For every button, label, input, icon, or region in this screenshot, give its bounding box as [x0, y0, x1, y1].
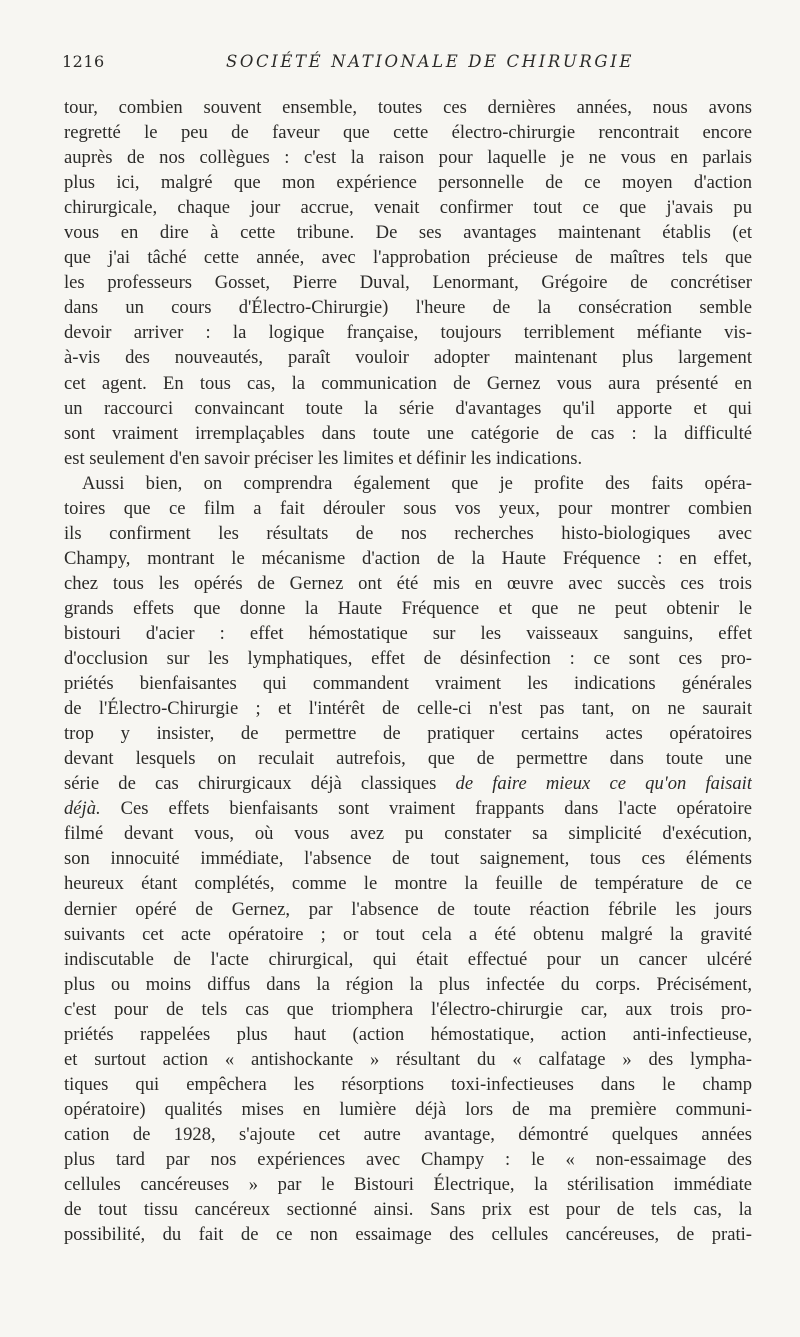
page-number: 1216: [62, 52, 105, 71]
paragraph-start-line: Aussi bien, on comprendra également que je profite des faits opéra-: [82, 472, 752, 494]
text-line: chez tous les opérés de Gernez ont été mis en œuvre avec succès ces trois: [64, 572, 752, 594]
text-line: priétés bienfaisantes qui commandent vraiment les indications générales: [64, 673, 752, 695]
text-segment: série de cas chirurgicaux déjà classiques: [64, 773, 437, 795]
text-line: auprès de nos collègues : c'est la raison pour laquelle je ne vous en parlais: [64, 147, 752, 169]
text-line: plus ou moins diffus dans la région la plus infectée du corps. Précisément,: [64, 973, 752, 995]
text-line: son innocuité immédiate, l'absence de tout saignement, tous ces éléments: [64, 848, 752, 870]
text-line: devant lesquels on reculait autrefois, que de permettre dans toute une: [64, 748, 752, 770]
text-line: trop y insister, de permettre de pratiquer certains actes opératoires: [64, 723, 752, 745]
text-line: est seulement d'en savoir préciser les limites et définir les indications.: [64, 447, 583, 469]
text-line: un raccourci convaincant toute la série d'avantages qu'il apporte et qui: [64, 397, 752, 419]
text-line: devoir arriver : la logique française, toujours terriblement méfiante vis-: [64, 322, 752, 344]
text-line: plus tard par nos expériences avec Champy : le « non-essaimage des: [64, 1148, 752, 1170]
text-line: tiques qui empêchera les résorptions toxi-infectieuses dans le champ: [64, 1073, 752, 1095]
text-line-with-italic: [64, 771, 752, 796]
text-segment: Ces effets bienfaisants sont vraiment frappants dans l'acte opératoire: [120, 798, 752, 820]
text-line: ils confirment les résultats de nos recherches histo-biologiques avec: [64, 522, 752, 544]
text-line: bistouri d'acier : effet hémostatique sur les vaisseaux sanguins, effet: [64, 622, 752, 644]
text-line: d'occlusion sur les lymphatiques, effet de désinfection : ce sont ces pro-: [64, 648, 752, 670]
text-line: priétés rappelées plus haut (action hémostatique, action anti-infectieuse,: [64, 1023, 752, 1045]
text-line: possibilité, du fait de ce non essaimage des cellules cancéreuses, de prati-: [64, 1224, 752, 1246]
text-line: chirurgicale, chaque jour accrue, venait confirmer tout ce que j'avais pu: [64, 197, 752, 219]
text-line: vous en dire à cette tribune. De ses avantages maintenant établis (et: [64, 222, 752, 244]
text-line: de l'Électro-Chirurgie ; et l'intérêt de celle-ci n'est pas tant, on ne saurait: [64, 698, 752, 720]
text-line: tour, combien souvent ensemble, toutes ces dernières années, nous avons: [64, 97, 752, 118]
text-line: c'est pour de tels cas que triomphera l'électro-chirurgie car, aux trois pro-: [64, 998, 752, 1020]
text-line: grands effets que donne la Haute Fréquence et que ne peut obtenir le: [64, 597, 752, 619]
text-line: cation de 1928, s'ajoute cet autre avantage, démontré quelques années: [64, 1123, 752, 1145]
text-line: que j'ai tâché cette année, avec l'approbation précieuse de maîtres tels que: [64, 247, 752, 269]
text-line: sont vraiment irremplaçables dans toute une catégorie de cas : la difficulté: [64, 422, 752, 444]
text-line: les professeurs Gosset, Pierre Duval, Lenormant, Grégoire de concrétiser: [64, 272, 752, 294]
italic-phrase: de faire mieux ce qu'on faisait: [455, 773, 752, 795]
text-line: dans un cours d'Électro-Chirurgie) l'heure de la consécration semble: [64, 297, 752, 319]
text-line: suivants cet acte opératoire ; or tout cela a été obtenu malgré la gravité: [64, 923, 752, 945]
text-line: indiscutable de l'acte chirurgical, qui était effectué pour un cancer ulcéré: [64, 948, 752, 970]
text-line: cet agent. En tous cas, la communication de Gernez vous aura présenté en: [64, 372, 752, 394]
text-line: filmé devant vous, où vous avez pu constater sa simplicité d'exécution,: [64, 823, 752, 845]
text-line: toires que ce film a fait dérouler sous vos yeux, pour montrer combien: [64, 497, 752, 519]
text-line: Champy, montrant le mécanisme d'action de la Haute Fréquence : en effet,: [64, 547, 752, 569]
page-header: [62, 52, 742, 74]
text-line: cellules cancéreuses » par le Bistouri Électrique, la stérilisation immédiate: [64, 1174, 752, 1196]
text-line: opératoire) qualités mises en lumière déjà lors de ma première communi-: [64, 1098, 752, 1120]
text-line: dernier opéré de Gernez, par l'absence de toute réaction fébrile les jours: [64, 898, 752, 920]
body-text: [64, 95, 752, 1247]
text-line: de tout tissu cancéreux sectionné ainsi. Sans prix est pour de tels cas, la: [64, 1199, 752, 1221]
text-line: heureux étant complétés, comme le montre la feuille de température de ce: [64, 873, 752, 895]
text-line-with-italic: [64, 796, 752, 821]
text-line: et surtout action « antishockante » résultant du « calfatage » des lympha-: [64, 1048, 752, 1070]
italic-phrase: déjà.: [64, 798, 101, 820]
text-line: regretté le peu de faveur que cette électro-chirurgie rencontrait encore: [64, 122, 752, 144]
text-line: à-vis des nouveautés, paraît vouloir adopter maintenant plus largement: [64, 347, 752, 369]
text-line: plus ici, malgré que mon expérience personnelle de ce moyen d'action: [64, 172, 752, 194]
running-title: SOCIÉTÉ NATIONALE DE CHIRURGIE: [226, 52, 634, 71]
